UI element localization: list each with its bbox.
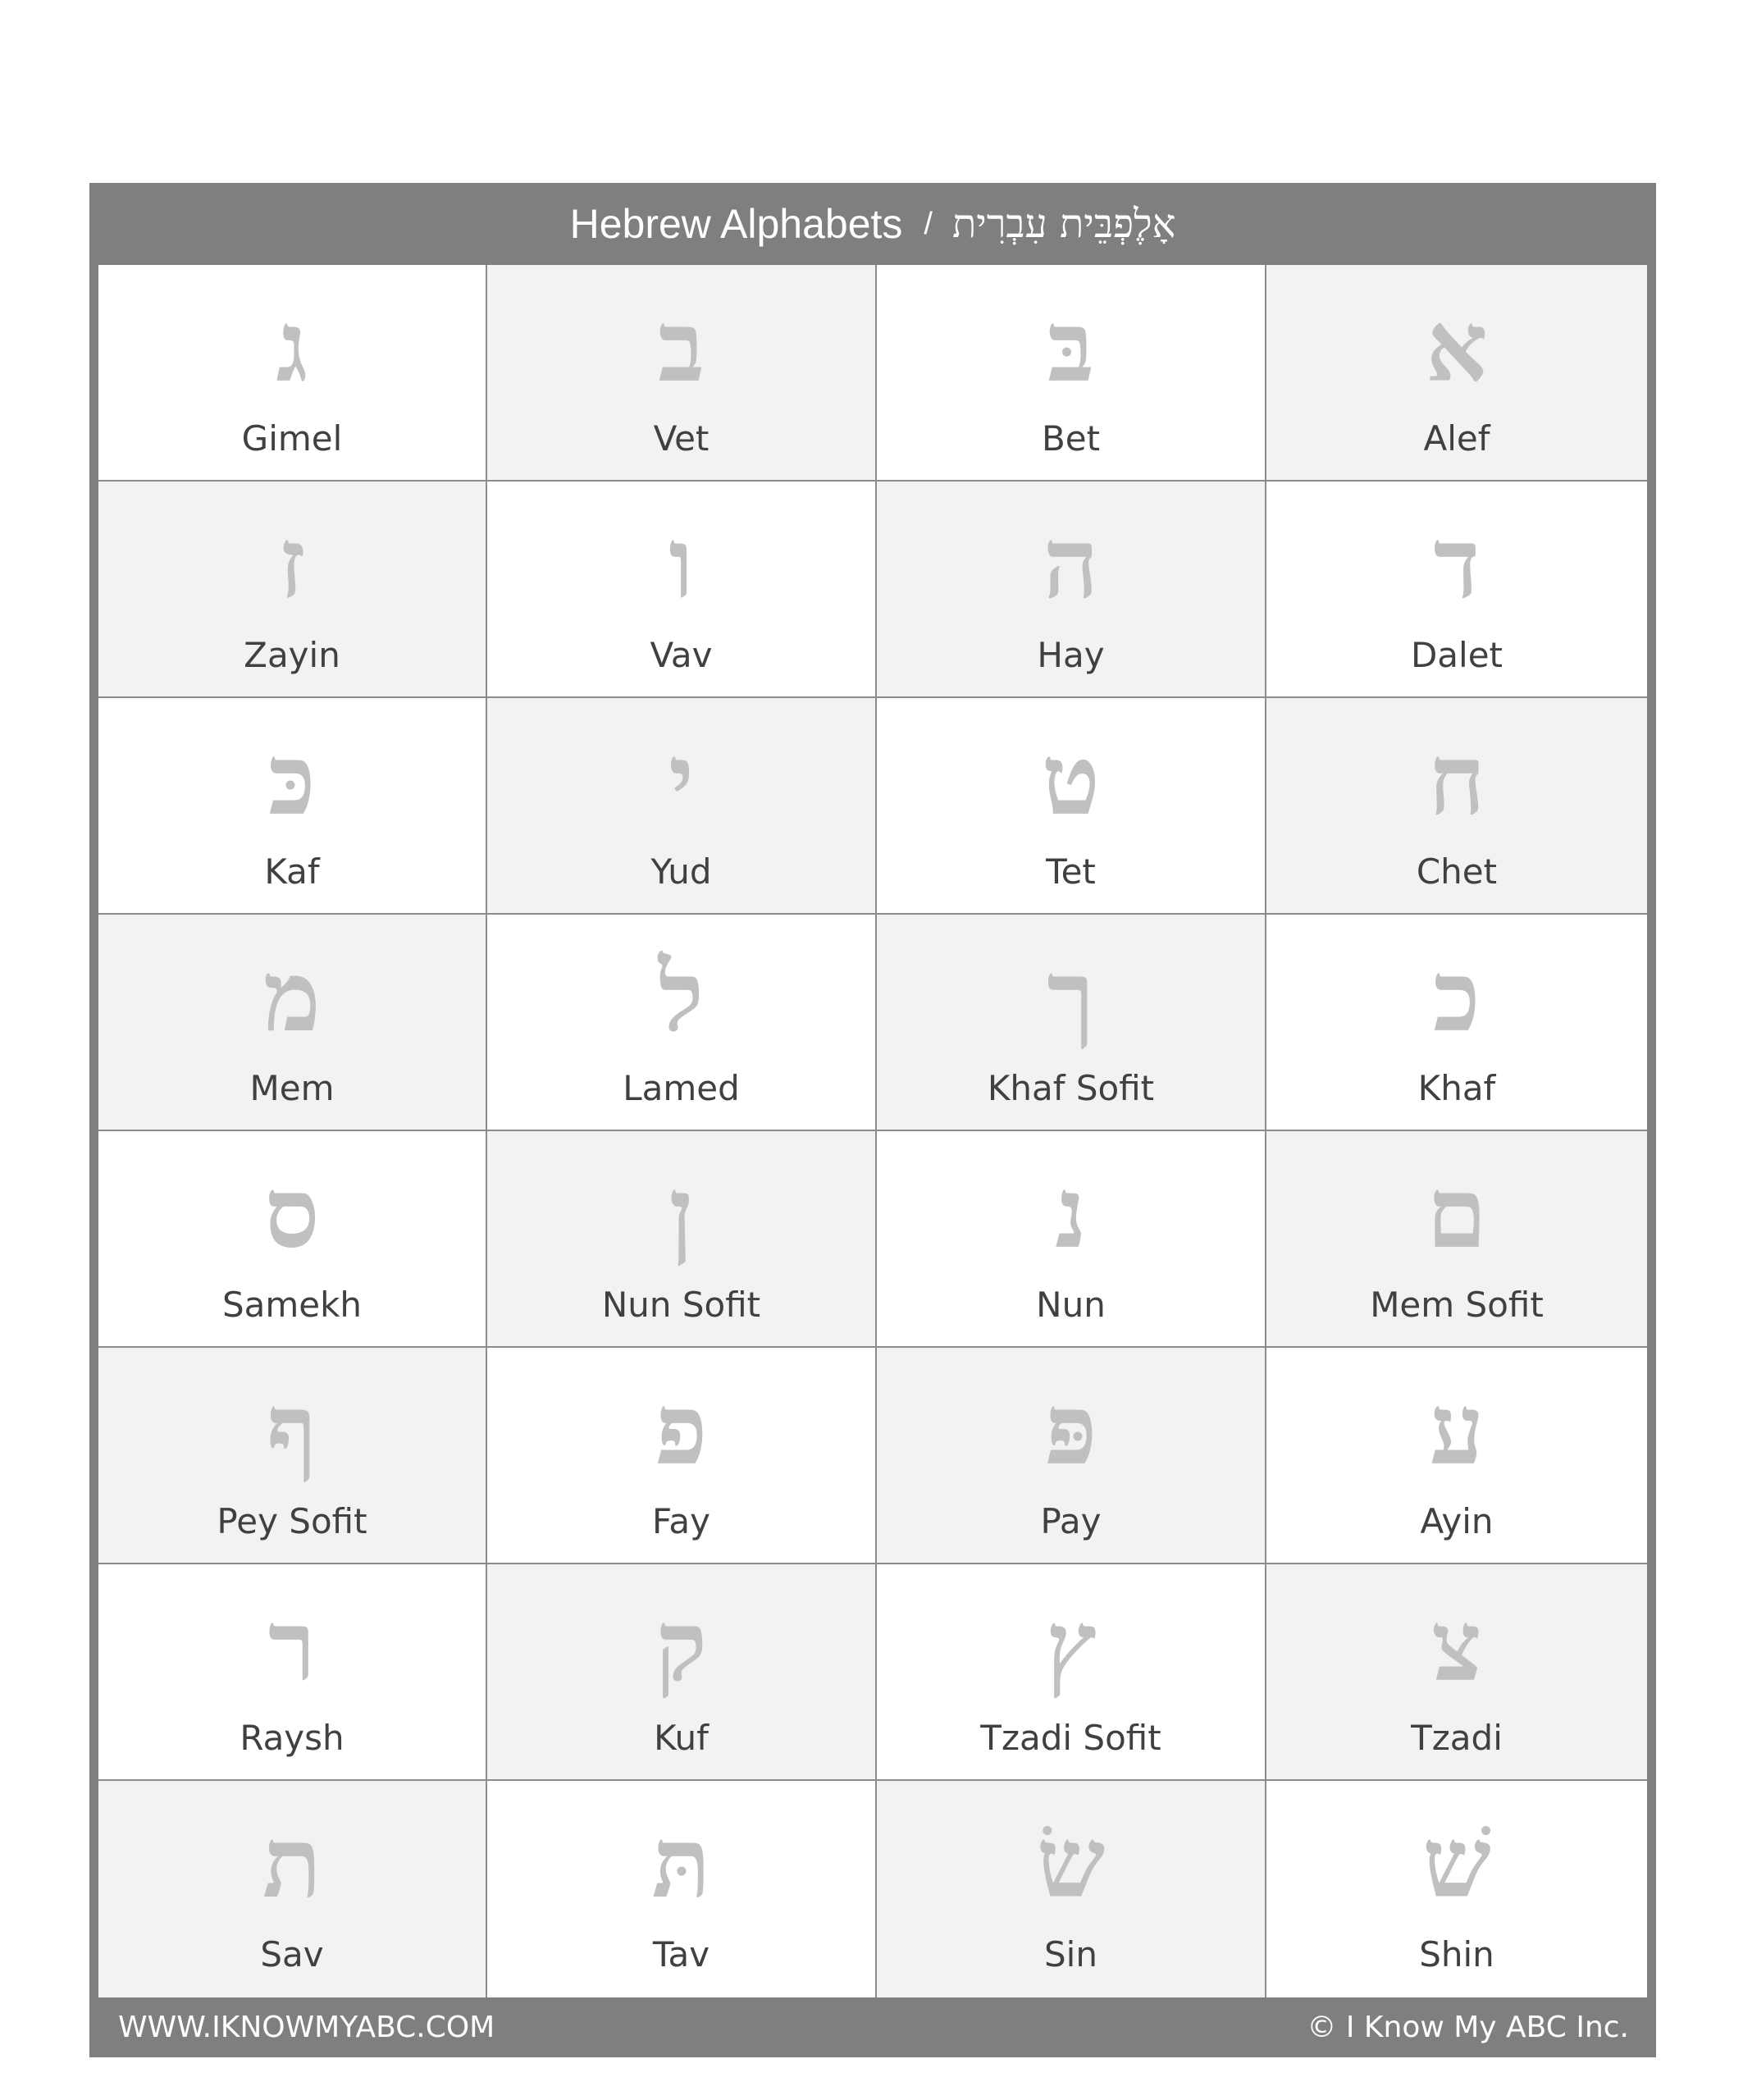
letter-name: Nun Sofit (601, 1285, 761, 1325)
hebrew-letter-glyph: תּ (651, 1806, 711, 1920)
letter-card (487, 915, 877, 1131)
hebrew-letter-glyph: ן (668, 1156, 694, 1270)
letter-name: Gimel (241, 418, 343, 459)
alphabet-chart (89, 183, 1656, 2057)
letter-name: Sav (260, 1934, 324, 1974)
letter-name: Khaf (1417, 1068, 1496, 1108)
letter-card (487, 482, 877, 698)
letter-card (877, 1348, 1266, 1564)
chart-title-english: Hebrew Alphabets (569, 201, 903, 247)
letter-name: Mem Sofit (1370, 1285, 1544, 1325)
hebrew-letter-glyph: ץ (1045, 1589, 1097, 1703)
letter-card (487, 1564, 877, 1781)
title-separator: / (924, 206, 933, 241)
letter-card (1266, 915, 1647, 1131)
hebrew-letter-glyph: ם (1426, 1156, 1487, 1270)
letter-name: Pey Sofit (217, 1501, 367, 1541)
letter-name: Kaf (264, 851, 320, 892)
hebrew-letter-glyph: ף (267, 1372, 317, 1486)
letter-name: Fay (652, 1501, 710, 1541)
letter-card (877, 265, 1266, 482)
letter-name: Hay (1037, 635, 1105, 675)
letter-card (98, 1348, 487, 1564)
letter-card (1266, 1564, 1647, 1781)
hebrew-letter-glyph: מ (263, 939, 321, 1053)
letter-card (1266, 265, 1647, 482)
letter-card (487, 1131, 877, 1348)
hebrew-letter-glyph: ח (1428, 723, 1485, 837)
hebrew-letter-glyph: א (1426, 290, 1488, 404)
hebrew-letter-glyph: ב (658, 290, 705, 404)
letter-name: Vet (653, 418, 710, 459)
letter-card (98, 482, 487, 698)
hebrew-letter-glyph: ל (658, 939, 705, 1053)
letter-name: Tzadi Sofit (980, 1718, 1161, 1758)
hebrew-letter-glyph: ט (1041, 723, 1101, 837)
letter-card (487, 698, 877, 915)
hebrew-letter-glyph: פּ (1044, 1372, 1097, 1486)
letter-card (1266, 1348, 1647, 1564)
letter-name: Alef (1423, 418, 1490, 459)
hebrew-letter-glyph: כ (1433, 939, 1481, 1053)
letter-card (877, 698, 1266, 915)
letter-card (487, 1348, 877, 1564)
letter-card (487, 1781, 877, 1997)
letter-card (1266, 1131, 1647, 1348)
letter-name: Tav (652, 1934, 710, 1974)
letter-card (1266, 482, 1647, 698)
letter-name: Raysh (240, 1718, 344, 1758)
letter-name: Nun (1036, 1285, 1106, 1325)
hebrew-letter-glyph: ע (1429, 1372, 1485, 1486)
hebrew-letter-glyph: ס (264, 1156, 320, 1270)
hebrew-letter-glyph: ג (276, 290, 308, 404)
hebrew-letter-glyph: ז (278, 506, 306, 620)
letter-card (98, 265, 487, 482)
hebrew-letter-glyph: ו (668, 506, 694, 620)
letter-card (98, 915, 487, 1131)
chart-header (89, 183, 1656, 265)
hebrew-letter-glyph: נ (1055, 1156, 1087, 1270)
website-url: WWW.IKNOWMYABC.COM (118, 2011, 495, 2044)
letter-card (98, 698, 487, 915)
letter-name: Zayin (244, 635, 340, 675)
copyright-notice: © I Know My ABC Inc. (1307, 2011, 1629, 2044)
letter-name: Yud (650, 851, 712, 892)
letter-card (487, 265, 877, 482)
letter-card (98, 1131, 487, 1348)
letter-card (1266, 698, 1647, 915)
letter-name: Shin (1419, 1934, 1494, 1974)
chart-title-hebrew: אָלֶפְבֵּית עִבְרִית (951, 201, 1176, 247)
letter-name: Pay (1040, 1501, 1102, 1541)
letter-name: Sin (1044, 1934, 1097, 1974)
letter-name: Chet (1416, 851, 1498, 892)
letter-name: Kuf (654, 1718, 709, 1758)
letter-card (877, 482, 1266, 698)
hebrew-letter-glyph: ך (1047, 939, 1095, 1053)
letter-card (98, 1564, 487, 1781)
hebrew-letter-glyph: י (668, 723, 694, 837)
letter-name: Mem (249, 1068, 335, 1108)
letter-name: Bet (1041, 418, 1101, 459)
letter-name: Tet (1046, 851, 1096, 892)
letter-name: Ayin (1420, 1501, 1494, 1541)
hebrew-letter-glyph: פ (655, 1372, 708, 1486)
hebrew-letter-glyph: ת (262, 1806, 322, 1920)
letter-card (1266, 1781, 1647, 1997)
letter-name: Samekh (221, 1285, 363, 1325)
hebrew-letter-glyph: ד (1433, 506, 1481, 620)
letter-card (877, 915, 1266, 1131)
letter-name: Vav (650, 635, 713, 675)
hebrew-letter-glyph: בּ (1047, 290, 1094, 404)
letter-name: Khaf Sofit (987, 1068, 1155, 1108)
letter-card (877, 1564, 1266, 1781)
letter-name: Lamed (623, 1068, 740, 1108)
letter-card (877, 1781, 1266, 1997)
hebrew-letter-glyph: ה (1043, 506, 1099, 620)
letter-name: Tzadi (1411, 1718, 1503, 1758)
hebrew-letter-glyph: ק (655, 1589, 708, 1703)
hebrew-letter-glyph: שׁ (1422, 1806, 1491, 1920)
hebrew-letter-glyph: שׂ (1036, 1806, 1106, 1920)
hebrew-letter-glyph: צ (1431, 1589, 1482, 1703)
hebrew-letter-glyph: כּ (268, 723, 316, 837)
letter-card (98, 1781, 487, 1997)
letter-card (877, 1131, 1266, 1348)
letter-name: Dalet (1410, 635, 1503, 675)
letter-grid (98, 265, 1647, 1997)
hebrew-letter-glyph: ר (268, 1589, 316, 1703)
